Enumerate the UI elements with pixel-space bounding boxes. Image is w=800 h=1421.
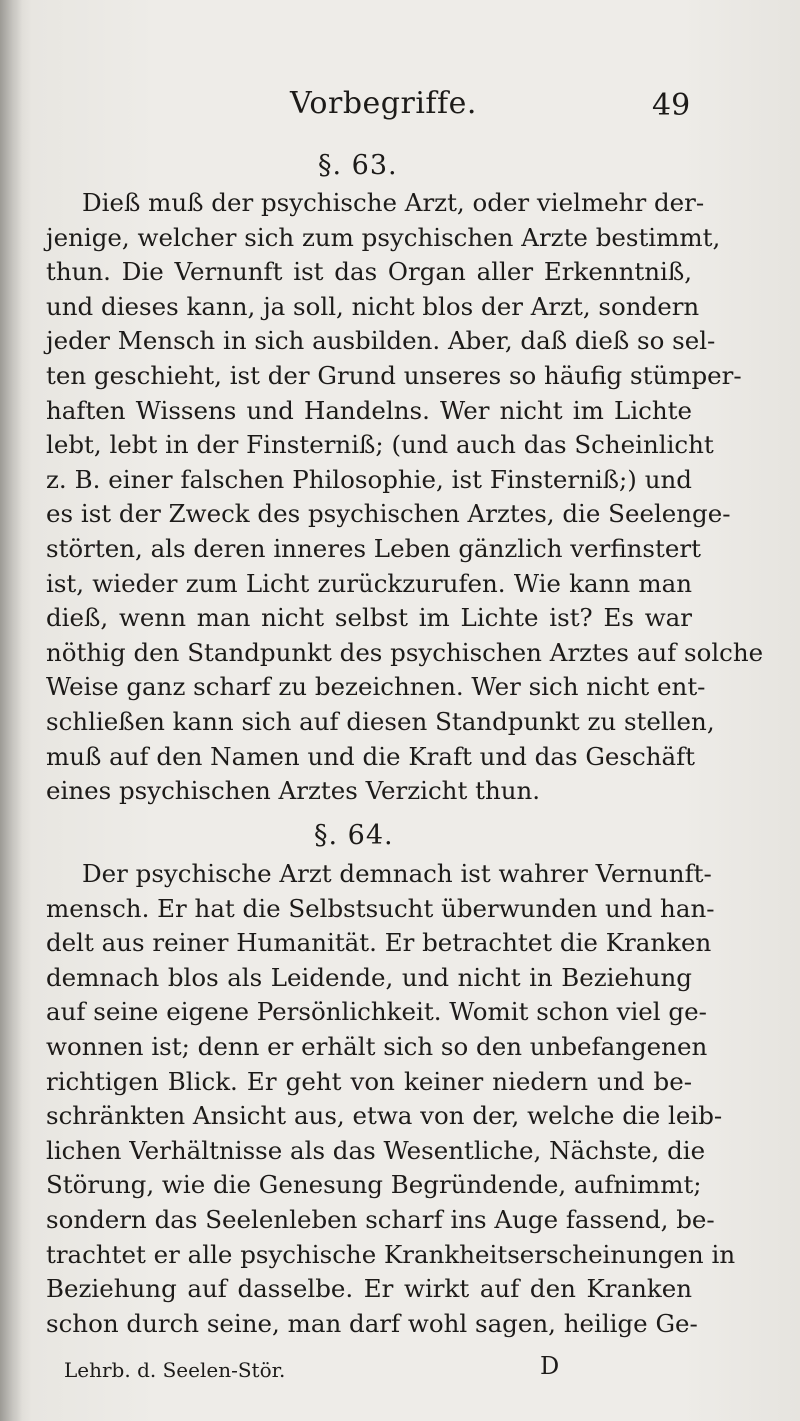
section-64-body bbox=[46, 857, 736, 1341]
text-line: wonnen ist; denn er erhält sich so den unbefangenen bbox=[46, 1031, 708, 1061]
text-line: thun. Die Vernunft ist das Organ aller Erkenntniß, bbox=[46, 257, 692, 287]
text-line: sondern das Seelenleben scharf ins Auge fassend, be- bbox=[46, 1204, 715, 1234]
text-line: dieß, wenn man nicht selbst im Lichte ist? Es war bbox=[46, 603, 692, 633]
text-line: muß auf den Namen und die Kraft und das Geschäft bbox=[46, 741, 695, 771]
text-line: eines psychischen Arztes Verzicht thun. bbox=[46, 776, 541, 806]
text-line: jeder Mensch in sich ausbilden. Aber, daß dieß so sel- bbox=[46, 326, 716, 356]
section-heading-63: §. 63. bbox=[318, 150, 398, 181]
signature-mark: Lehrb. d. Seelen-Stör. bbox=[64, 1358, 286, 1382]
text-line: z. B. einer falschen Philosophie, ist Finsterniß;) und bbox=[46, 464, 692, 494]
text-line: trachtet er alle psychische Krankheitserscheinungen in bbox=[46, 1239, 736, 1269]
text-line: mensch. Er hat die Selbstsucht überwunden und han- bbox=[46, 893, 715, 923]
text-line: auf seine eigene Persönlichkeit. Womit schon viel ge- bbox=[46, 997, 707, 1027]
text-line: demnach blos als Leidende, und nicht in Beziehung bbox=[46, 962, 692, 992]
text-line: lebt, lebt in der Finsterniß; (und auch das Scheinlicht bbox=[46, 430, 714, 460]
text-line: delt aus reiner Humanität. Er betrachtet die Kranken bbox=[46, 928, 712, 958]
text-line: lichen Verhältnisse als das Wesentliche, Nächste, die bbox=[46, 1135, 706, 1165]
binding-shadow bbox=[0, 0, 22, 1421]
text-line: jenige, welcher sich zum psychischen Arzte bestimmt, bbox=[46, 222, 721, 252]
text-line: und dieses kann, ja soll, nicht blos der Arzt, sondern bbox=[46, 291, 700, 321]
text-line: störten, als deren inneres Leben gänzlich verfinstert bbox=[46, 533, 701, 563]
text-line: haften Wissens und Handelns. Wer nicht im Lichte bbox=[46, 395, 692, 425]
text-line: ist, wieder zum Licht zurückzurufen. Wie kann man bbox=[46, 568, 692, 598]
section-heading-64: §. 64. bbox=[314, 820, 394, 851]
text-line: Weise ganz scharf zu bezeichnen. Wer sich nicht ent- bbox=[46, 672, 706, 702]
text-line: schließen kann sich auf diesen Standpunkt zu stellen, bbox=[46, 706, 715, 736]
text-line: richtigen Blick. Er geht von keiner niedern und be- bbox=[46, 1066, 692, 1096]
text-line: nöthig den Standpunkt des psychischen Arztes auf solche bbox=[46, 637, 764, 667]
text-line: Dieß muß der psychische Arzt, oder vielmehr der- bbox=[82, 188, 705, 217]
text-line: Beziehung auf dasselbe. Er wirkt auf den Kranken bbox=[46, 1274, 692, 1304]
text-line: Störung, wie die Genesung Begründende, aufnimmt; bbox=[46, 1170, 702, 1200]
text-line: schon durch seine, man darf wohl sagen, heilige Ge- bbox=[46, 1308, 698, 1338]
text-line: schränkten Ansicht aus, etwa von der, welche die leib- bbox=[46, 1101, 723, 1131]
text-line: es ist der Zweck des psychischen Arztes, die Seelenge- bbox=[46, 499, 731, 529]
section-63-body bbox=[46, 186, 764, 809]
running-head: Vorbegriffe. bbox=[290, 86, 477, 121]
page-number: 49 bbox=[652, 88, 691, 123]
text-line: ten geschieht, ist der Grund unseres so häufig stümper- bbox=[46, 360, 742, 390]
catchword: D bbox=[540, 1352, 560, 1380]
text-line: Der psychische Arzt demnach ist wahrer Vernunft- bbox=[82, 859, 712, 888]
